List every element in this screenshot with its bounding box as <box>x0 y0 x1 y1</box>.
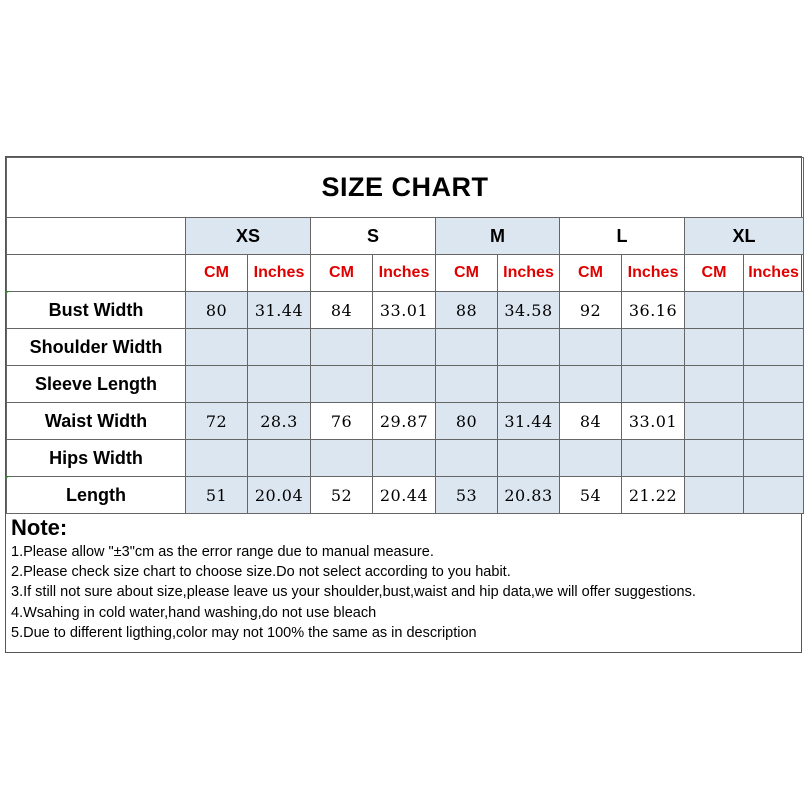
measurement-cell: 33.01 <box>373 292 436 329</box>
measurement-cell: 20.83 <box>498 477 560 514</box>
size-header-xs: XS <box>186 218 311 255</box>
measurement-cell <box>248 329 311 366</box>
table-row <box>7 366 804 403</box>
size-chart-sheet <box>5 156 802 653</box>
measurement-cell: 31.44 <box>248 292 311 329</box>
note-line: 5.Due to different ligthing,color may not 100% the same as in description <box>11 624 477 641</box>
measurement-cell <box>685 477 744 514</box>
unit-cm: CM <box>311 255 373 292</box>
unit-header-row <box>7 255 804 292</box>
measurement-cell: 53 <box>436 477 498 514</box>
unit-inches: Inches <box>373 255 436 292</box>
measurement-cell <box>560 440 622 477</box>
measurement-cell: 31.44 <box>498 403 560 440</box>
measurement-cell: 84 <box>560 403 622 440</box>
measurement-cell <box>560 366 622 403</box>
measurement-cell <box>248 440 311 477</box>
measurement-cell: 51 <box>186 477 248 514</box>
unit-inches: Inches <box>498 255 560 292</box>
measurement-cell <box>311 366 373 403</box>
note-line: 2.Please check size chart to choose size.Do not select according to you habit. <box>11 564 511 581</box>
measurement-cell <box>744 403 804 440</box>
unit-inches: Inches <box>248 255 311 292</box>
notes-section <box>6 513 803 654</box>
measurement-cell: 20.04 <box>248 477 311 514</box>
size-chart-table <box>6 157 804 514</box>
measurement-cell: 52 <box>311 477 373 514</box>
measurement-cell: 84 <box>311 292 373 329</box>
row-label: Length <box>7 477 186 514</box>
measurement-cell <box>248 366 311 403</box>
note-line: 3.If still not sure about size,please leave us your shoulder,bust,waist and hip data,we will offer suggestions. <box>11 584 696 601</box>
measurement-cell <box>685 403 744 440</box>
row-label: Shoulder Width <box>7 329 186 366</box>
measurement-cell: 54 <box>560 477 622 514</box>
measurement-cell: 80 <box>186 292 248 329</box>
measurement-cell <box>186 366 248 403</box>
row-label: Waist Width <box>7 403 186 440</box>
measurement-cell <box>685 366 744 403</box>
measurement-cell: 29.87 <box>373 403 436 440</box>
measurement-cell <box>744 366 804 403</box>
unit-cm: CM <box>560 255 622 292</box>
row-label: Hips Width <box>7 440 186 477</box>
measurement-cell <box>560 329 622 366</box>
table-row <box>7 477 804 514</box>
note-line: 1.Please allow "±3"cm as the error range due to manual measure. <box>11 544 434 560</box>
unit-cm: CM <box>186 255 248 292</box>
table-row <box>7 403 804 440</box>
corner-cell <box>7 218 186 255</box>
unit-corner-cell <box>7 255 186 292</box>
size-header-s: S <box>311 218 436 255</box>
measurement-cell: 88 <box>436 292 498 329</box>
measurement-cell: 20.44 <box>373 477 436 514</box>
unit-inches: Inches <box>622 255 685 292</box>
measurement-cell: 28.3 <box>248 403 311 440</box>
measurement-cell <box>186 440 248 477</box>
measurement-cell: 92 <box>560 292 622 329</box>
measurement-cell <box>311 440 373 477</box>
note-line: 4.Wsahing in cold water,hand washing,do not use bleach <box>11 604 377 621</box>
measurement-cell <box>622 440 685 477</box>
measurement-cell <box>498 366 560 403</box>
measurement-cell <box>373 366 436 403</box>
unit-inches: Inches <box>744 255 804 292</box>
measurement-cell <box>744 440 804 477</box>
measurement-cell <box>498 440 560 477</box>
measurement-cell <box>498 329 560 366</box>
measurement-cell <box>436 329 498 366</box>
measurement-cell <box>436 366 498 403</box>
measurement-cell <box>685 292 744 329</box>
measurement-cell <box>744 292 804 329</box>
measurement-cell <box>311 329 373 366</box>
measurement-cell: 80 <box>436 403 498 440</box>
measurement-cell <box>186 329 248 366</box>
measurement-cell <box>685 440 744 477</box>
row-label: Bust Width <box>7 292 186 329</box>
row-label: Sleeve Length <box>7 366 186 403</box>
measurement-cell: 33.01 <box>622 403 685 440</box>
measurement-cell <box>685 329 744 366</box>
corner-marker-icon <box>5 476 9 480</box>
measurement-cell: 36.16 <box>622 292 685 329</box>
chart-title: SIZE CHART <box>7 158 804 218</box>
unit-cm: CM <box>685 255 744 292</box>
measurement-cell <box>744 329 804 366</box>
size-header-xl: XL <box>685 218 804 255</box>
measurement-cell <box>373 329 436 366</box>
measurement-cell: 72 <box>186 403 248 440</box>
measurement-cell: 21.22 <box>622 477 685 514</box>
table-row <box>7 292 804 329</box>
measurement-cell: 76 <box>311 403 373 440</box>
note-title: Note: <box>11 515 68 540</box>
measurement-cell <box>622 366 685 403</box>
table-row <box>7 440 804 477</box>
table-row <box>7 329 804 366</box>
size-header-l: L <box>560 218 685 255</box>
size-header-m: M <box>436 218 560 255</box>
measurement-cell <box>373 440 436 477</box>
corner-marker-icon <box>5 291 9 295</box>
measurement-cell <box>436 440 498 477</box>
measurement-cell <box>622 329 685 366</box>
measurement-cell: 34.58 <box>498 292 560 329</box>
size-header-row <box>7 218 804 255</box>
measurement-cell <box>744 477 804 514</box>
unit-cm: CM <box>436 255 498 292</box>
